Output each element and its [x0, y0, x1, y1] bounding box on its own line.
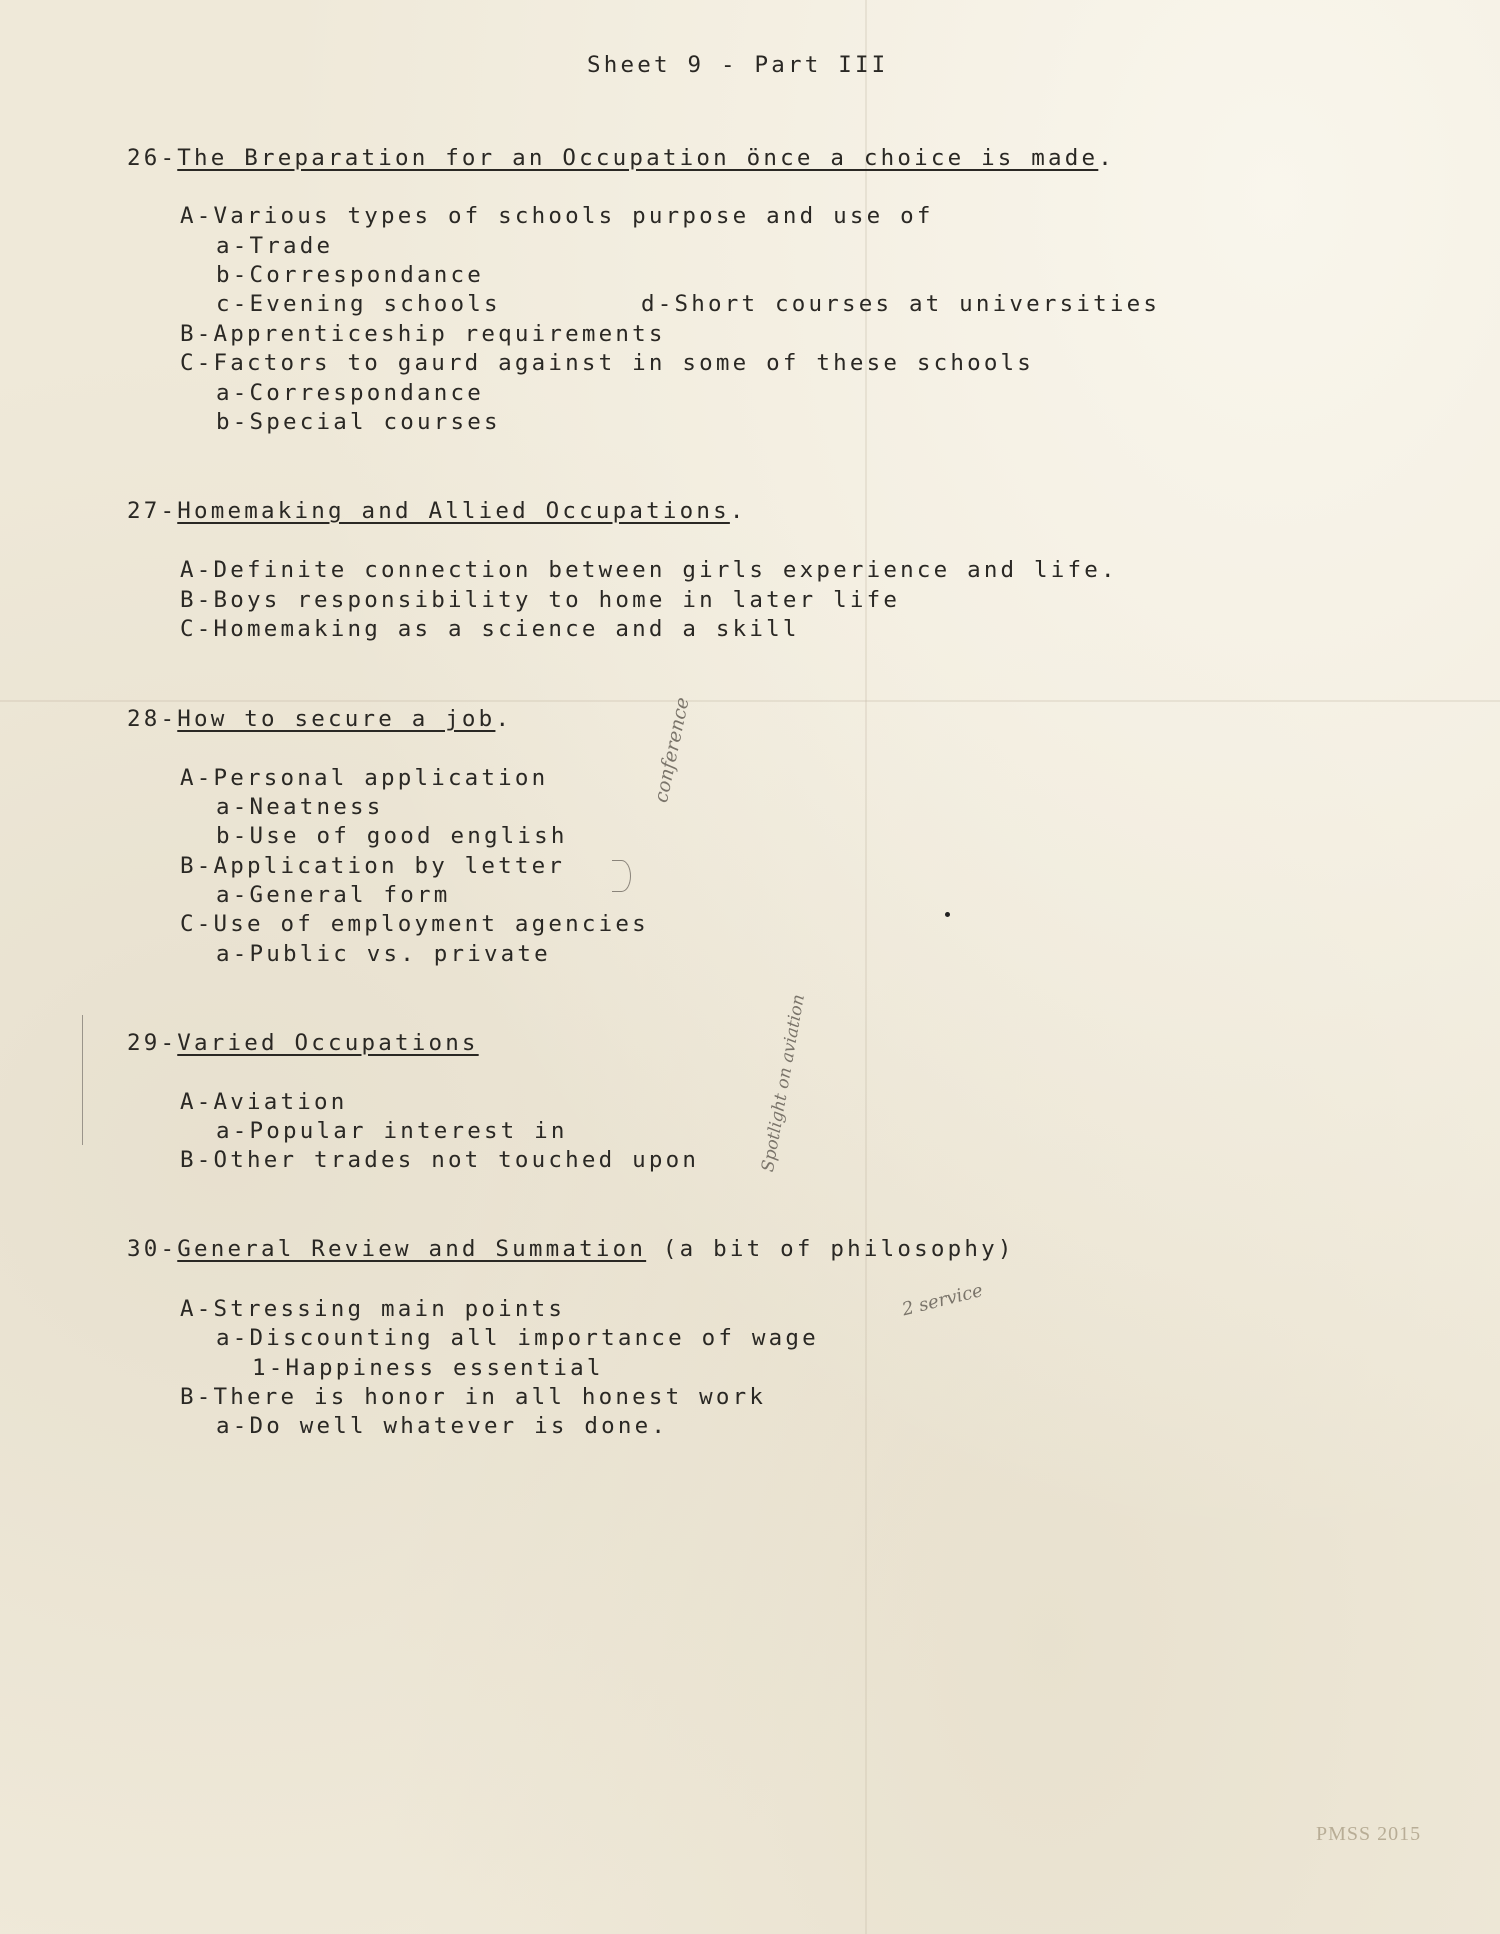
list-item: b-Special courses [216, 409, 501, 435]
list-item: C-Factors to gaurd against in some of these schools [180, 350, 1035, 376]
section-29-heading [127, 1032, 479, 1055]
list-item: A-Personal application [180, 765, 549, 791]
ink-dot [945, 912, 950, 917]
list-item: d-Short courses at universities [641, 291, 1161, 317]
handwritten-note: conference [650, 695, 694, 805]
list-item: C-Homemaking as a science and a skill [180, 616, 800, 642]
pencil-bracket-mark [612, 860, 631, 892]
section-number: 27- [127, 498, 178, 524]
section-title: Varied Occupations [177, 1030, 479, 1056]
section-title: The Breparation for an Occupation önce a choice is made [177, 145, 1099, 171]
section-28-heading: 28-How to secure a job. [127, 706, 513, 732]
section-number: 26- [127, 145, 178, 171]
section-30-heading: 30-General Review and Summation (a bit of philosophy) [127, 1236, 1015, 1262]
list-item: a-General form [216, 882, 451, 908]
section-title: Homemaking and Allied Occupations [177, 498, 730, 524]
list-item: A-Stressing main points [180, 1296, 566, 1322]
section-27-heading: 27-Homemaking and Allied Occupations. [127, 498, 747, 524]
list-item: A-Aviation [180, 1089, 348, 1115]
section-number: 29- [127, 1030, 178, 1056]
list-item: a-Do well whatever is done. [216, 1413, 669, 1439]
paper-fold [0, 700, 1500, 702]
list-item: C-Use of employment agencies [180, 911, 649, 937]
list-item: B-Application by letter [180, 853, 566, 879]
list-item: A-Various types of schools purpose and use of [180, 203, 934, 229]
list-item: 1-Happiness essential [252, 1355, 604, 1381]
list-item: a-Correspondance [216, 380, 484, 406]
list-item: b-Correspondance [216, 262, 484, 288]
handwritten-note: Spotlight on aviation [758, 992, 809, 1174]
section-number: 28- [127, 706, 178, 732]
list-item: a-Popular interest in [216, 1118, 568, 1144]
list-item: a-Discounting all importance of wage [216, 1325, 819, 1351]
list-item: b-Use of good english [216, 823, 568, 849]
sheet-title: Sheet 9 - Part III [587, 52, 889, 78]
list-item: a-Trade [216, 233, 334, 259]
list-item: c-Evening schools [216, 291, 501, 317]
pencil-margin-line [82, 1015, 84, 1145]
list-item: A-Definite connection between girls experience and life. [180, 557, 1118, 583]
section-title: How to secure a job [177, 706, 496, 732]
section-number: 30- [127, 1236, 178, 1262]
section-title: General Review and Summation [177, 1236, 647, 1262]
list-item: B-Boys responsibility to home in later life [180, 587, 901, 613]
archive-watermark: PMSS 2015 [1316, 1823, 1422, 1845]
list-item: B-Apprenticeship requirements [180, 321, 666, 347]
section-26-heading: 26-The Breparation for an Occupation önce a choice is made. [127, 145, 1116, 171]
list-item: B-There is honor in all honest work [180, 1384, 767, 1410]
handwritten-note: 2 service [900, 1280, 985, 1321]
list-item: B-Other trades not touched upon [180, 1147, 700, 1173]
list-item: a-Public vs. private [216, 941, 551, 967]
list-item: a-Neatness [216, 794, 384, 820]
